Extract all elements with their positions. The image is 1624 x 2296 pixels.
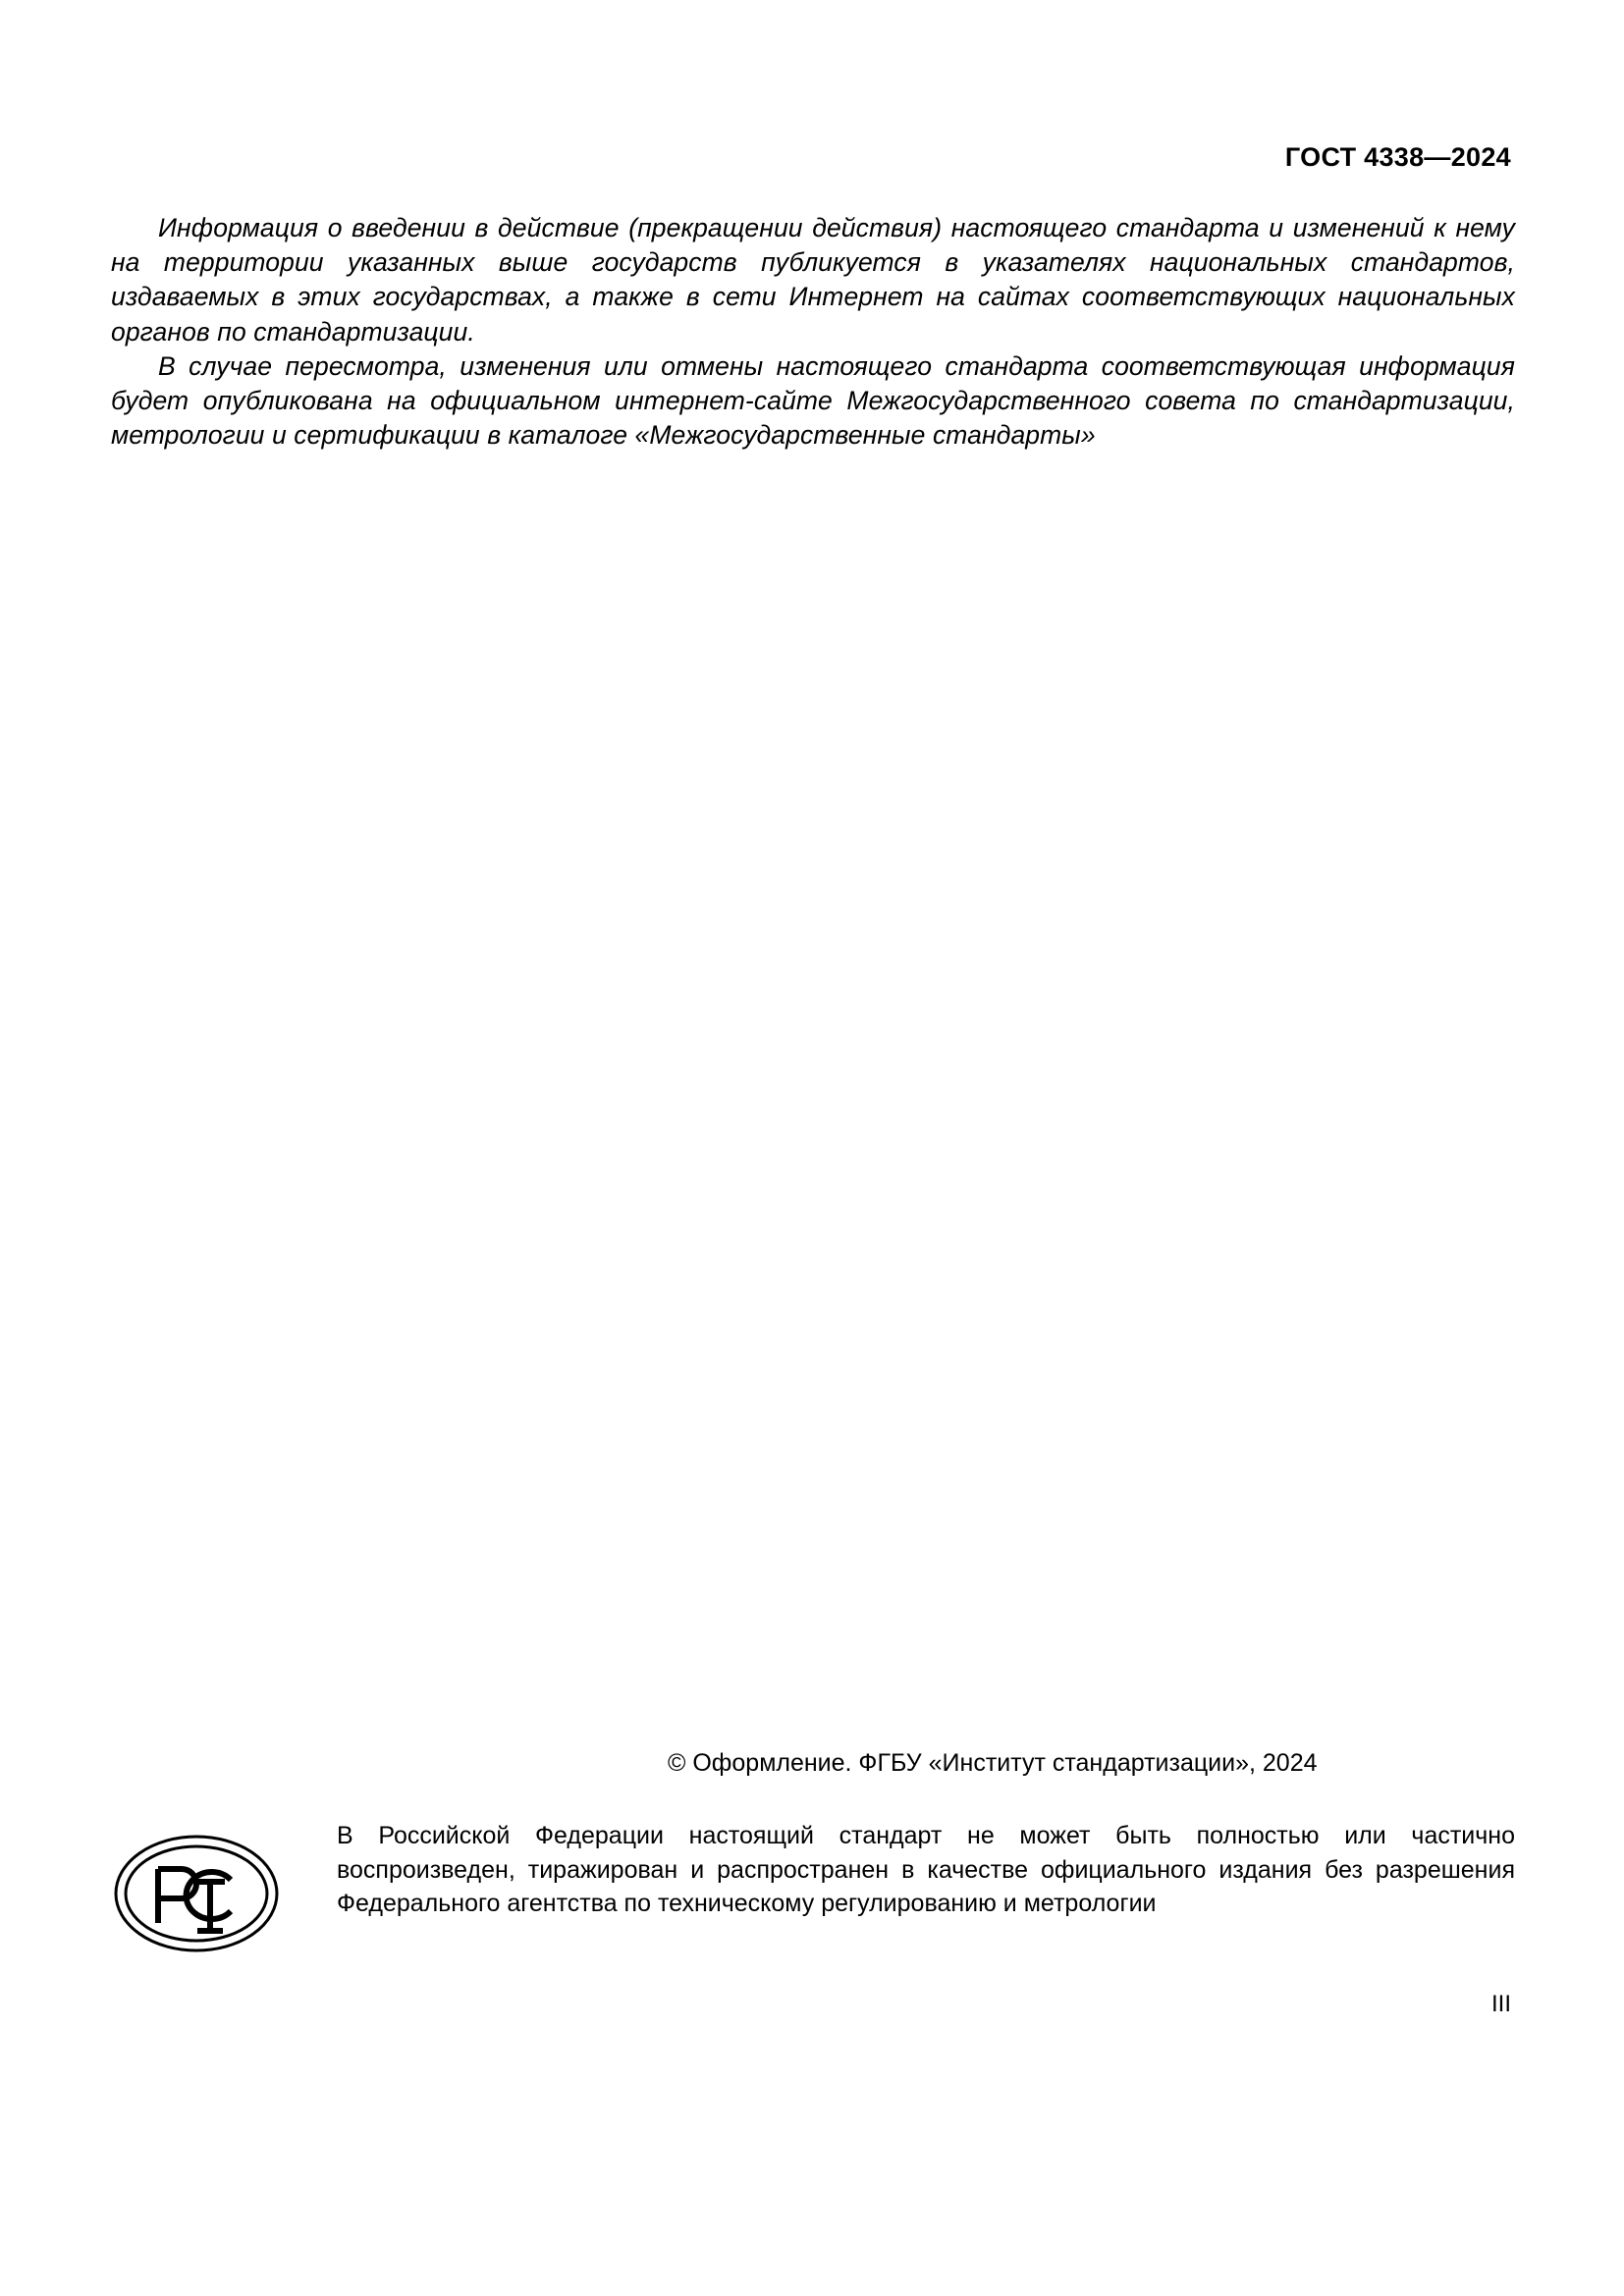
footer-block: [111, 1819, 1515, 1962]
footer-notice: [337, 1819, 1515, 1921]
page-header-standard-number: ГОСТ 4338—2024: [1284, 142, 1511, 172]
intro-paragraph-2-text: В случае пересмотра, изменения или отмены настоящего стандарта соответствующая информация будет опубликована на официальном интернет-сайте Межгосударственного совета по стандартизации, метрологии и сертификации в каталоге «Межгосударственные стандарты»: [111, 350, 1515, 451]
copyright-notice: © Оформление. ФГБУ «Институт стандартизации», 2024: [668, 1749, 1318, 1777]
intro-paragraph-1: [111, 211, 1515, 349]
intro-text-block: [111, 211, 1515, 454]
intro-paragraph-2: [111, 349, 1515, 454]
rst-emblem-icon: [111, 1825, 283, 1962]
intro-paragraph-1-text: Информация о введении в действие (прекращении действия) настоящего стандарта и изменений к нему на территории указанных выше государств публикуется в указателях национальных стандартов, издаваемых в этих государствах, а также в сети Интернет на сайтах соответствующих национальных органов по стандартизации.: [111, 213, 1515, 347]
page-number: III: [1490, 1991, 1511, 2017]
footer-notice-text: В Российской Федерации настоящий стандарт не может быть полностью или частично воспроизведен, тиражирован и распространен в качестве официального издания без разрешения Федерального агентства по техническому регулированию и метрологии: [337, 1822, 1515, 1917]
